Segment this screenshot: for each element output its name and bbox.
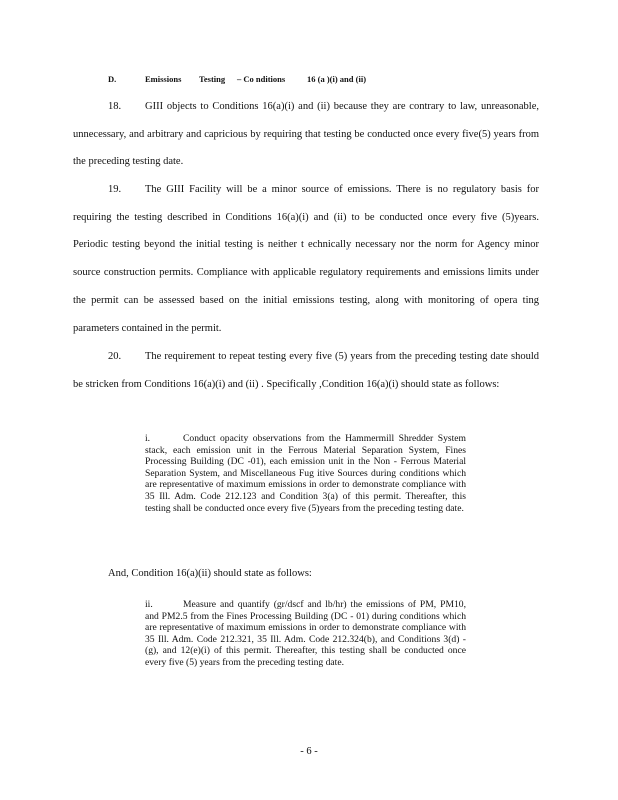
paragraph-text: The GIII Facility will be a minor source of emissions. There is no regulatory basis for requiring the testing described in Conditions 16(a)(i) and (ii) to be conducted once every five (5)years. Periodic testing beyond the initial testing is neither t echnically necessary nor the norm for Agency minor source construction permits. Compliance with applicable regulatory requirements and emissions limits under the permit can be assessed based on the initial emissions testing, along with monitoring of opera ting parameters contained in the permit. — [73, 184, 539, 334]
paragraph-number: 18. — [108, 101, 122, 112]
quote-text: Conduct opacity observations from the Hammermill Shredder System stack, each emission unit in the Ferrous Material Separation System, Fines Processing Building (DC -01), each emission unit in the Non - Ferrous Material Separation System, and Miscellaneous Fug itive Sources during conditions which are representative of maximum emissions in order to demonstrate compliance with 35 Ill. Adm. Code 212.123 and Condition 3(a) of this permit. Thereafter, this testing shall be conducted once every five (5)years from the preceding testing date. — [145, 433, 466, 514]
paragraph-number: 19. — [108, 184, 122, 195]
heading-word-conditions: – Co nditions — [237, 74, 286, 84]
paragraph-text: GIII objects to Conditions 16(a)(i) and (ii) because they are contrary to law, unreasonable, unnecessary, and arbitrary and capricious by requiring that testing be conducted once every five(5) years from the preceding testing date. — [73, 101, 539, 168]
paragraph-text: The requirement to repeat testing every five (5) years from the preceding testing date should be stricken from Conditions 16(a)(i) and (ii) . Specifically ,Condition 16(a)(i) should state as follows: — [73, 351, 539, 390]
heading-word-testing: Testing — [199, 74, 226, 84]
paragraph-20 — [73, 343, 539, 398]
transition-line: And, Condition 16(a)(ii) should state as follows: — [108, 568, 312, 579]
section-heading — [108, 74, 366, 84]
block-quote-condition-ii — [145, 599, 466, 669]
quote-text: Measure and quantify (gr/dscf and lb/hr) the emissions of PM, PM10, and PM2.5 from the Fines Processing Building (DC - 01) during conditions which are representative of maximum emissions in order to demonstrate compliance with 35 Ill. Adm. Code 212.321, 35 Ill. Adm. Code 212.324(b), and Conditions 3(d) - (g), and 12(e)(i) of this permit. Thereafter, this testing shall be conducted once every five (5) years from the preceding testing date. — [145, 599, 466, 668]
block-quote-condition-i — [145, 433, 466, 514]
section-letter: D. — [108, 74, 117, 84]
page-number: - 6 - — [300, 746, 318, 757]
quote-item-number: i. — [145, 433, 151, 444]
paragraph-19 — [73, 176, 539, 342]
paragraph-number: 20. — [108, 351, 122, 362]
heading-word-emissions: Emissions — [145, 74, 182, 84]
paragraph-18 — [73, 93, 539, 176]
heading-condition-ref: 16 (a )(i) and (ii) — [307, 74, 367, 84]
quote-item-number: ii. — [145, 599, 153, 610]
